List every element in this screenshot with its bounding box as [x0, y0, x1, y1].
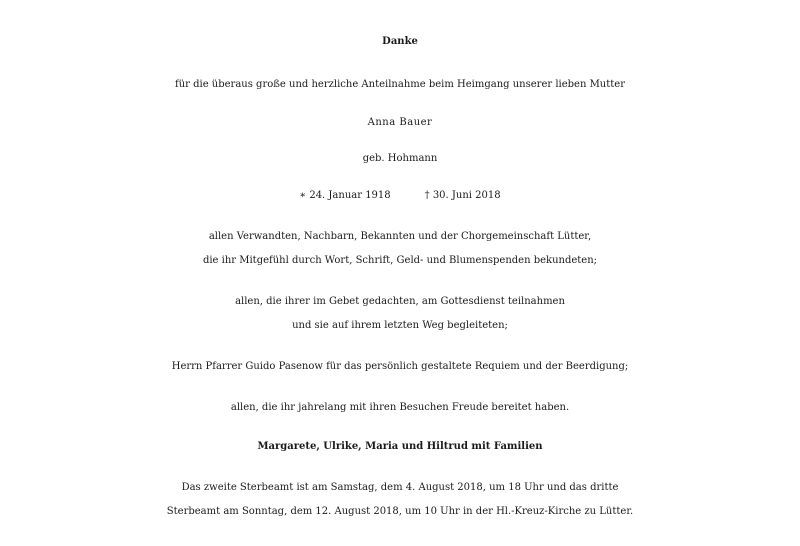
service-info-line-1: Das zweite Sterbeamt ist am Samstag, dem 4. August 2018, um 18 Uhr und das dritte [181, 482, 619, 493]
notice-heading: Danke [382, 36, 418, 47]
birth-date: ∗ 24. Januar 1918 [299, 190, 391, 201]
thanks-relatives-line-2: die ihr Mitgefühl durch Wort, Schrift, Geld- und Blumenspenden bekundeten; [202, 255, 598, 266]
family-signature: Margarete, Ulrike, Maria und Hiltrud mit Familien [257, 441, 543, 452]
thanks-prayer-line-1: allen, die ihrer im Gebet gedachten, am Gottesdienst teilnahmen [235, 296, 565, 307]
life-dates [0, 185, 800, 207]
thanks-visitors: allen, die ihr jahrelang mit ihren Besuchen Freude bereitet haben. [230, 402, 570, 413]
death-date: † 30. Juni 2018 [424, 190, 501, 201]
thanks-prayer-line-2: und sie auf ihrem letzten Weg begleiteten; [292, 320, 508, 331]
service-info-line-2: Sterbeamt am Sonntag, dem 12. August 2018, um 10 Uhr in der Hl.-Kreuz-Kirche zu Lütter. [166, 506, 634, 517]
intro-text: für die überaus große und herzliche Anteilnahme beim Heimgang unserer lieben Mutter [175, 79, 625, 90]
deceased-name: Anna Bauer [367, 117, 433, 128]
thanks-pastor: Herrn Pfarrer Guido Pasenow für das persönlich gestaltete Requiem und der Beerdigung; [171, 361, 629, 372]
maiden-name: geb. Hohmann [362, 153, 438, 164]
thanks-relatives-line-1: allen Verwandten, Nachbarn, Bekannten und der Chorgemeinschaft Lütter, [208, 231, 592, 242]
